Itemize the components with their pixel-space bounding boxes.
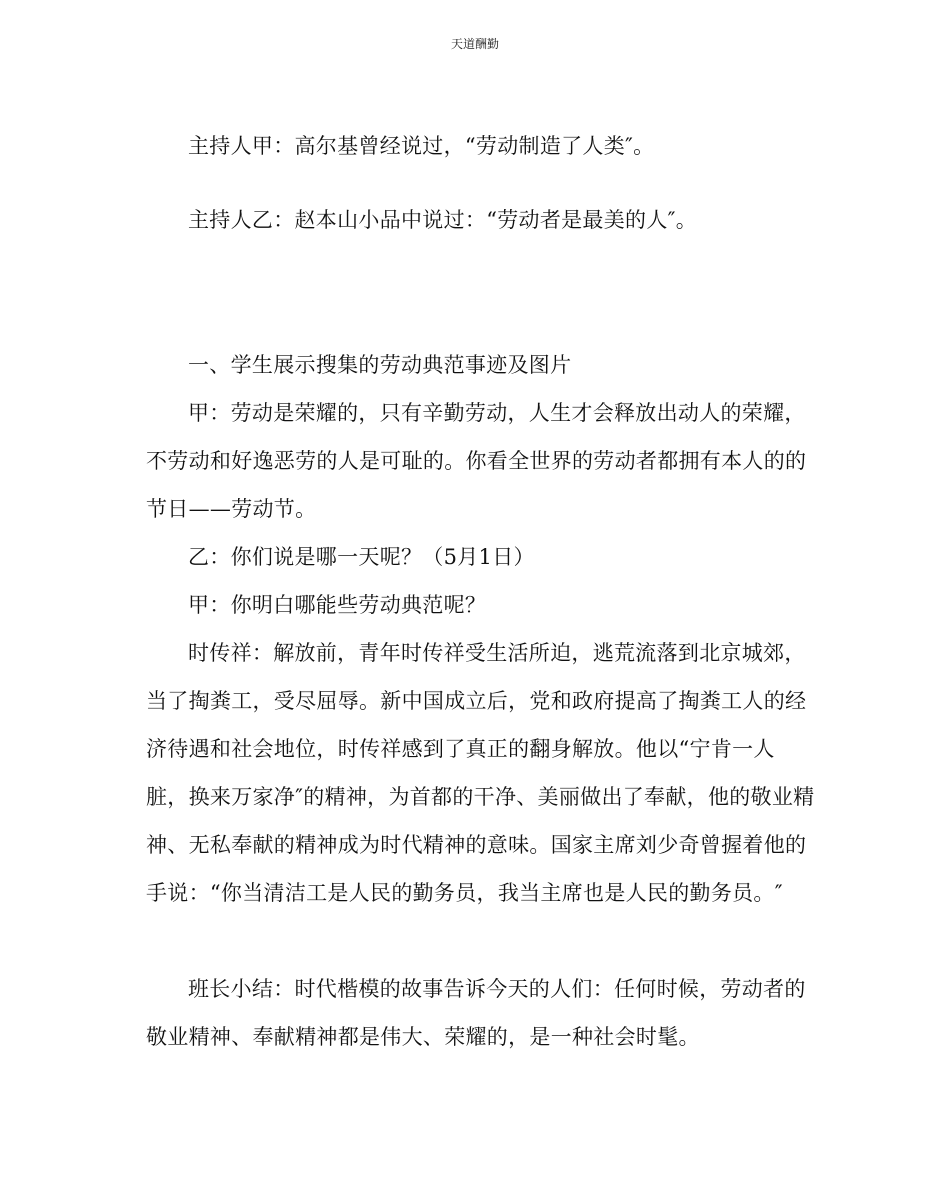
section-heading: 一、学生展示搜集的劳动典范事迹及图片 [188,353,572,377]
paragraph-host-b: 主持人乙：赵本山小品中说过：“劳动者是最美的人″。 [188,208,698,232]
paragraph-b-question: 乙：你们说是哪一天呢？（5月1日） [188,545,535,569]
paragraph-summary: 班长小结：时代楷模的故事告诉今天的人们：任何时候，劳动者的敬业精神、奉献精神都是伟大、荣耀的，是一种社会时髦。 [146,977,806,1049]
page-header: 天道酬勤 [450,37,499,51]
paragraph-a-intro: 甲：劳动是荣耀的，只有辛勤劳动，人生才会释放出动人的荣耀，不劳动和好逸恶劳的人是可耻的。你看全世界的劳动者都拥有本人的的节日——劳动节。 [146,401,807,521]
paragraph-a-question: 甲：你明白哪能些劳动典范呢？ [188,593,487,617]
paragraph-shi-chuanxiang: 时传祥：解放前，青年时传祥受生活所迫，逃荒流落到北京城郊，当了掏粪工，受尽屈辱。新中国成立后，党和政府提高了掏粪工人的经济待遇和社会地位，时传祥感到了真正的翻身解放。他以“宁肯一人脏，换来万家净″的精神，为首都的干净、美丽做出了奉献，他的敬业精神、无私奉献的精神成为时代精神的意味。国家主席刘少奇曾握着他的手说：“你当清洁工是人民的勤务员，我当主席也是人民的勤务员。″ [146,641,815,905]
paragraph-host-a: 主持人甲：高尔基曾经说过，“劳动制造了人类″。 [188,134,655,158]
